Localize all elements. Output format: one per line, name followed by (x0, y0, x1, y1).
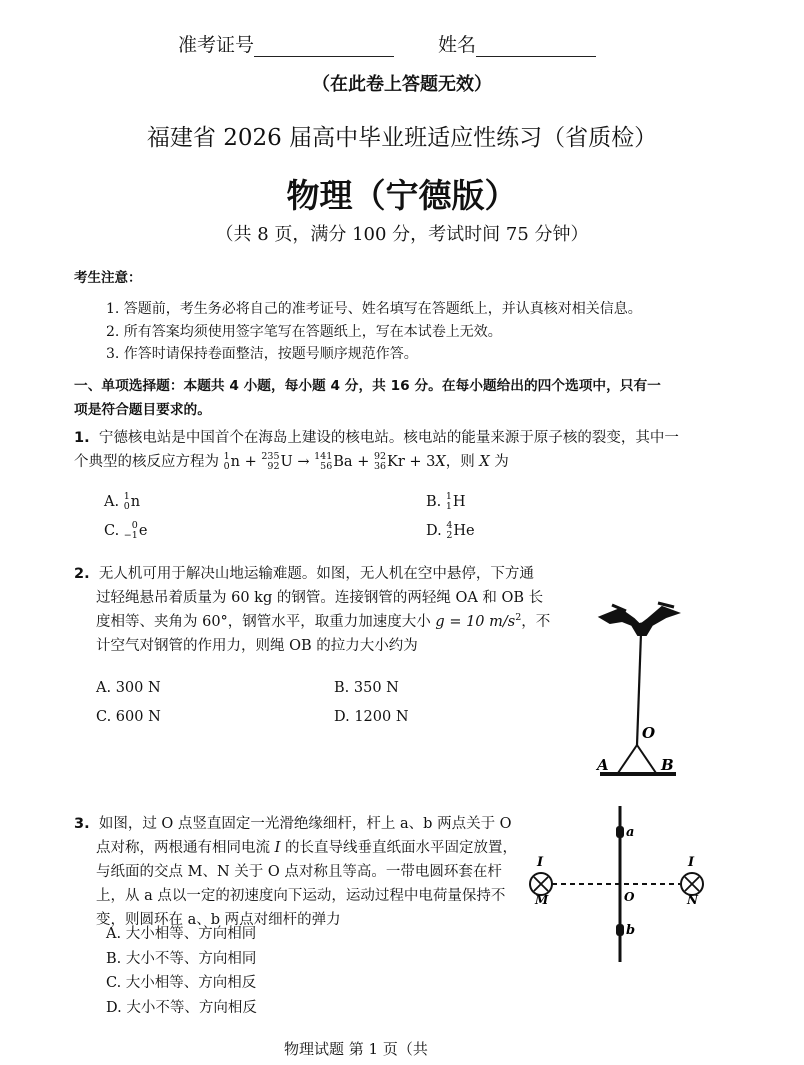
point-b-label: B (661, 756, 674, 774)
exam-info: （共 8 页，满分 100 分，考试时间 75 分钟） (215, 224, 589, 245)
notes-item: 1. 答题前，考生务必将自己的准考证号、姓名填写在答题纸上，并认真核对相关信息。 (106, 301, 642, 317)
section-heading: 一、单项选择题：本题共 4 小题，每小题 4 分，共 16 分。在每小题给出的四个选项中，只有一 项是符合题目要求的。 (74, 378, 661, 418)
label-i-right: I (688, 855, 695, 870)
question-number: 2. (74, 566, 90, 582)
rope-ob (637, 745, 656, 773)
page-footer: 物理试题 第 1 页（共 (284, 1040, 428, 1058)
q2-option-d: D. 1200 N (334, 709, 409, 725)
q1-option-b: B. 1 1 H (426, 491, 466, 512)
question-2: 2. 无人机可用于解决山地运输难题。如图，无人机在空中悬停，下方通 过轻绳悬吊着质量为 60 kg 的钢管。连接钢管的两轻绳 OA 和 OB 长 度相等、夹角为 60°，钢管水平，取重力加速度大小 g = 10 $m/s^2$，不 计空气对钢管的作用力，则绳 OB 的拉力大小约为 (74, 566, 551, 654)
exam-id-blank (254, 34, 394, 57)
q3-option-a: A. 大小相等、方向相同 (106, 926, 257, 942)
q1-option-d: D. 4 2 He (426, 520, 475, 541)
point-o-label: O (642, 724, 656, 742)
question-number: 1. (74, 430, 90, 446)
name-blank (476, 34, 596, 57)
invalid-notice: （在此卷上答题无效） (312, 74, 492, 95)
exam-title: 福建省 2026 届高中毕业班适应性练习（省质检） (146, 125, 658, 151)
q1-equation-line: 个典型的核反应方程为 1 0 n + 235 92 U → 141 56 Ba + 92 36 Kr + 3X，则 X 为 (74, 451, 509, 472)
label-b: b (626, 923, 636, 938)
point-a-label: A (597, 756, 609, 774)
label-n: N (687, 893, 698, 907)
question-number: 3. (74, 816, 90, 832)
notes-item: 2. 所有答案均须使用签字笔写在答题纸上，写在本试卷上无效。 (106, 323, 502, 340)
subject-title: 物理（宁德版） (286, 176, 518, 215)
q3-option-c: C. 大小相等、方向相反 (106, 975, 257, 991)
q2-option-b: B. 350 N (334, 680, 399, 696)
q1-option-a: A. 1 0 n (104, 491, 141, 512)
q3-options (106, 922, 257, 1020)
point-a-marker (616, 826, 624, 838)
rope-oa (618, 745, 637, 773)
label-a: a (626, 825, 635, 840)
rod-wire-figure (525, 800, 725, 970)
question-1: 1. 宁德核电站是中国首个在海岛上建设的核电站。核电站的能量来源于原子核的裂变，其中一 个典型的核反应方程为 1 0 n + 235 92 U → 141 56 Ba + 92 36 Kr + 3X，则 X 为 (74, 426, 734, 474)
main-rope (637, 633, 641, 745)
exam-id-label: 准考证号 (178, 34, 255, 56)
q2-option-a: A. 300 N (96, 680, 161, 696)
label-i-left: I (537, 855, 544, 870)
exam-id-field (178, 30, 394, 57)
q2-option-c: C. 600 N (96, 709, 161, 725)
q3-option-d: D. 大小不等、方向相反 (106, 999, 257, 1016)
wire-n-icon (681, 873, 703, 895)
q1-option-c: C. 0 −1 e (104, 520, 148, 541)
notes-item: 3. 作答时请保持卷面整洁，按题号顺序规范作答。 (106, 346, 418, 362)
name-label: 姓名 (438, 34, 477, 56)
point-b-marker (616, 924, 624, 936)
notes-list (106, 298, 642, 366)
wire-m-icon (530, 873, 552, 895)
q3-option-b: B. 大小不等、方向相同 (106, 950, 257, 967)
drone-figure (582, 595, 712, 785)
label-m: M (535, 893, 549, 907)
label-o: O (624, 890, 635, 904)
name-field (438, 30, 596, 57)
question-3: 3. 如图，过 O 点竖直固定一光滑绝缘细杆，杆上 a、b 两点关于 O 点对称，两根通有相同电流 I 的长直导线垂直纸面水平固定放置， 与纸面的交点 M、N 关于 O 点对称且等高。一带电圆环套在杆 上，从 a 点以一定的初速度向下运动，运动过程中电荷量保持不 变，则圆环在 a、b 两点对细杆的弹力 (74, 816, 517, 928)
drone-icon (600, 603, 678, 635)
notes-heading: 考生注意： (74, 270, 142, 286)
